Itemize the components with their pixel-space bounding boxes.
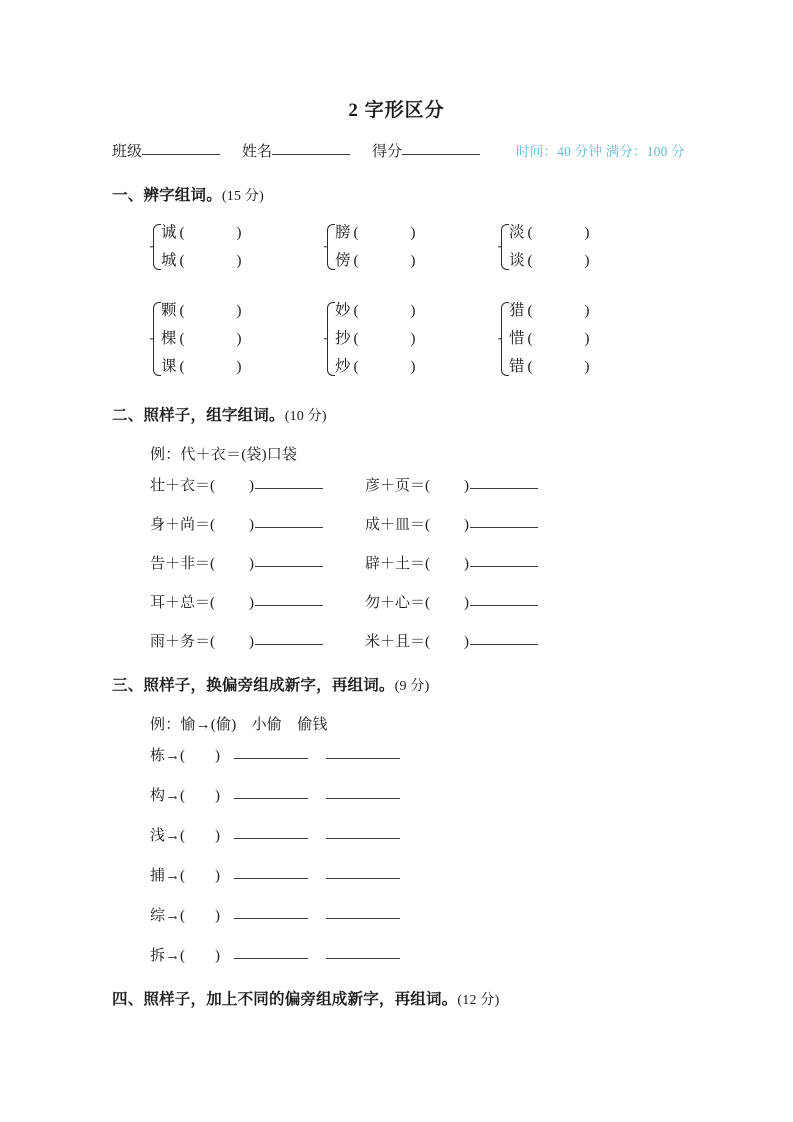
section-3-points: (9 分) bbox=[394, 678, 430, 694]
brace-group-1 bbox=[150, 219, 324, 275]
equation-cell[interactable] bbox=[150, 591, 365, 612]
paren-open: ( bbox=[179, 330, 185, 347]
brace-item[interactable] bbox=[159, 325, 324, 353]
paren-open: ( bbox=[353, 330, 359, 347]
paren-open: ( bbox=[180, 827, 186, 844]
equation-row bbox=[150, 474, 733, 495]
paren-close: ) bbox=[215, 947, 221, 964]
arrow-icon: → bbox=[165, 747, 181, 764]
paren-open: ( bbox=[527, 224, 533, 241]
equation-text: 彦＋页＝( bbox=[365, 477, 430, 494]
char: 错 bbox=[509, 357, 525, 375]
brace-item[interactable] bbox=[159, 353, 324, 381]
equation-text: 耳＋总＝( bbox=[150, 594, 215, 611]
brace-block-two-row bbox=[60, 219, 733, 275]
section-heading-2 bbox=[60, 403, 733, 425]
brace-item[interactable] bbox=[159, 297, 324, 325]
paren-close: ) bbox=[464, 477, 469, 494]
paren-close: ) bbox=[249, 477, 254, 494]
word-blank[interactable] bbox=[255, 605, 323, 606]
word-blank[interactable] bbox=[470, 644, 538, 645]
brace-group-5 bbox=[324, 297, 498, 381]
brace-items bbox=[159, 219, 324, 275]
paren-open: ( bbox=[180, 947, 186, 964]
section-2-points: (10 分) bbox=[284, 408, 327, 424]
arrow-icon: → bbox=[165, 947, 181, 964]
curly-brace-icon bbox=[498, 219, 507, 275]
paren-close: ) bbox=[464, 594, 469, 611]
paren-close: ) bbox=[584, 252, 590, 269]
paren-close: ) bbox=[249, 555, 254, 572]
char: 课 bbox=[161, 357, 177, 375]
source-char: 构 bbox=[150, 787, 166, 804]
paren-close: ) bbox=[236, 358, 242, 375]
radical-swap-row[interactable] bbox=[150, 904, 733, 925]
paren-close: ) bbox=[249, 516, 254, 533]
brace-items bbox=[507, 297, 672, 381]
radical-swap-row[interactable] bbox=[150, 944, 733, 965]
paren-open: ( bbox=[353, 224, 359, 241]
equation-list bbox=[60, 474, 733, 651]
equation-cell[interactable] bbox=[365, 474, 580, 495]
brace-group-2 bbox=[324, 219, 498, 275]
char: 炒 bbox=[335, 357, 351, 375]
char: 城 bbox=[161, 251, 177, 269]
equation-cell[interactable] bbox=[365, 591, 580, 612]
word-blank[interactable] bbox=[255, 644, 323, 645]
paren-open: ( bbox=[527, 358, 533, 375]
brace-block-three-row bbox=[60, 297, 733, 381]
brace-row bbox=[150, 219, 733, 275]
radical-swap-list bbox=[60, 744, 733, 965]
section-3-example: 例：愉→(偷) 小偷 偷钱 bbox=[150, 716, 328, 733]
section-2-example: 例：代＋衣＝(袋)口袋 bbox=[150, 446, 298, 463]
section-1-title: 一、辨字组词。 bbox=[112, 186, 222, 204]
curly-brace-icon bbox=[150, 297, 159, 381]
paren-open: ( bbox=[527, 252, 533, 269]
curly-brace-icon bbox=[324, 297, 333, 381]
paren-close: ) bbox=[236, 252, 242, 269]
equation-row bbox=[150, 630, 733, 651]
word-blank-2[interactable] bbox=[326, 878, 400, 879]
paren-close: ) bbox=[584, 224, 590, 241]
arrow-icon: → bbox=[165, 787, 181, 804]
paren-open: ( bbox=[180, 907, 186, 924]
equation-text: 身＋尚＝( bbox=[150, 516, 215, 533]
paren-close: ) bbox=[215, 907, 221, 924]
word-blank-2[interactable] bbox=[326, 958, 400, 959]
char: 傍 bbox=[335, 251, 351, 269]
char: 膀 bbox=[335, 223, 351, 241]
paren-open: ( bbox=[179, 224, 185, 241]
brace-row bbox=[150, 297, 733, 381]
paren-close: ) bbox=[584, 330, 590, 347]
source-char: 拆 bbox=[150, 947, 166, 964]
equation-row bbox=[150, 513, 733, 534]
paren-close: ) bbox=[236, 224, 242, 241]
word-blank-2[interactable] bbox=[326, 918, 400, 919]
paren-open: ( bbox=[180, 747, 186, 764]
word-blank[interactable] bbox=[470, 488, 538, 489]
paren-open: ( bbox=[179, 358, 185, 375]
brace-item[interactable] bbox=[333, 219, 498, 247]
word-blank-1[interactable] bbox=[234, 958, 308, 959]
paren-open: ( bbox=[353, 358, 359, 375]
brace-group-3 bbox=[498, 219, 672, 275]
equation-text: 成＋皿＝( bbox=[365, 516, 430, 533]
source-char: 综 bbox=[150, 907, 166, 924]
equation-row bbox=[150, 591, 733, 612]
brace-item[interactable] bbox=[507, 247, 672, 275]
source-char: 浅 bbox=[150, 827, 166, 844]
word-blank-2[interactable] bbox=[326, 758, 400, 759]
paren-close: ) bbox=[410, 330, 416, 347]
char: 诚 bbox=[161, 223, 177, 241]
section-heading-3 bbox=[60, 673, 733, 695]
curly-brace-icon bbox=[150, 219, 159, 275]
paren-open: ( bbox=[180, 787, 186, 804]
equation-text: 米＋且＝( bbox=[365, 633, 430, 650]
name-blank[interactable] bbox=[272, 154, 350, 155]
paren-open: ( bbox=[180, 867, 186, 884]
page-title: 2 字形区分 bbox=[348, 100, 445, 121]
paren-close: ) bbox=[410, 252, 416, 269]
section-heading-4 bbox=[60, 987, 733, 1009]
word-blank[interactable] bbox=[255, 527, 323, 528]
paren-close: ) bbox=[584, 302, 590, 319]
section-4-points: (12 分) bbox=[457, 992, 500, 1008]
brace-item[interactable] bbox=[507, 353, 672, 381]
brace-item[interactable] bbox=[507, 297, 672, 325]
char: 抄 bbox=[335, 329, 351, 347]
word-blank[interactable] bbox=[470, 605, 538, 606]
radical-swap-row[interactable] bbox=[150, 784, 733, 805]
equation-cell[interactable] bbox=[365, 513, 580, 534]
class-field[interactable] bbox=[112, 140, 220, 161]
score-blank[interactable] bbox=[402, 154, 480, 155]
radical-swap-row[interactable] bbox=[150, 824, 733, 845]
paren-close: ) bbox=[464, 516, 469, 533]
paren-open: ( bbox=[353, 302, 359, 319]
arrow-icon: → bbox=[165, 827, 181, 844]
paren-open: ( bbox=[179, 252, 185, 269]
paren-open: ( bbox=[527, 330, 533, 347]
paren-close: ) bbox=[464, 555, 469, 572]
brace-items bbox=[333, 219, 498, 275]
brace-item[interactable] bbox=[333, 247, 498, 275]
paren-close: ) bbox=[410, 302, 416, 319]
curly-brace-icon bbox=[324, 219, 333, 275]
word-blank[interactable] bbox=[255, 566, 323, 567]
student-info-row bbox=[60, 140, 733, 161]
paren-close: ) bbox=[464, 633, 469, 650]
curly-brace-icon bbox=[498, 297, 507, 381]
paren-open: ( bbox=[353, 252, 359, 269]
equation-cell[interactable] bbox=[150, 552, 365, 573]
paren-close: ) bbox=[410, 224, 416, 241]
equation-cell[interactable] bbox=[365, 552, 580, 573]
paren-close: ) bbox=[236, 330, 242, 347]
brace-item[interactable] bbox=[333, 325, 498, 353]
score-label: 得分 bbox=[372, 143, 403, 160]
section-2-title: 二、照样子，组字组词。 bbox=[112, 406, 285, 424]
arrow-icon: → bbox=[165, 867, 181, 884]
equation-text: 壮＋衣＝( bbox=[150, 477, 215, 494]
char: 谈 bbox=[509, 251, 525, 269]
paren-close: ) bbox=[236, 302, 242, 319]
paren-open: ( bbox=[179, 302, 185, 319]
brace-group-6 bbox=[498, 297, 672, 381]
equation-cell[interactable] bbox=[150, 474, 365, 495]
brace-item[interactable] bbox=[333, 353, 498, 381]
equation-cell[interactable] bbox=[365, 630, 580, 651]
char: 棵 bbox=[161, 329, 177, 347]
brace-items bbox=[333, 297, 498, 381]
time-and-total-score: 时间：40 分钟 满分：100 分 bbox=[516, 143, 685, 159]
equation-cell[interactable] bbox=[150, 513, 365, 534]
paren-close: ) bbox=[249, 594, 254, 611]
radical-swap-row[interactable] bbox=[150, 864, 733, 885]
equation-row bbox=[150, 552, 733, 573]
brace-item[interactable] bbox=[159, 247, 324, 275]
word-blank[interactable] bbox=[255, 488, 323, 489]
section-4-title: 四、照样子，加上不同的偏旁组成新字，再组词。 bbox=[112, 990, 458, 1008]
paren-close: ) bbox=[215, 787, 221, 804]
paren-close: ) bbox=[410, 358, 416, 375]
equation-text: 雨＋务＝( bbox=[150, 633, 215, 650]
word-blank-1[interactable] bbox=[234, 878, 308, 879]
word-blank[interactable] bbox=[470, 566, 538, 567]
section-1-points: (15 分) bbox=[221, 188, 264, 204]
word-blank-1[interactable] bbox=[234, 918, 308, 919]
equation-cell[interactable] bbox=[150, 630, 365, 651]
arrow-icon: → bbox=[165, 907, 181, 924]
class-label: 班级 bbox=[112, 143, 143, 160]
paren-close: ) bbox=[584, 358, 590, 375]
char: 淡 bbox=[509, 223, 525, 241]
brace-group-4 bbox=[150, 297, 324, 381]
brace-items bbox=[159, 297, 324, 381]
section-heading-1 bbox=[60, 183, 733, 205]
equation-text: 告＋非＝( bbox=[150, 555, 215, 572]
word-blank-1[interactable] bbox=[234, 758, 308, 759]
score-field[interactable] bbox=[372, 140, 480, 161]
word-blank-2[interactable] bbox=[326, 838, 400, 839]
paren-close: ) bbox=[215, 827, 221, 844]
brace-item[interactable] bbox=[159, 219, 324, 247]
name-field[interactable] bbox=[242, 140, 350, 161]
brace-items bbox=[507, 219, 672, 275]
paren-open: ( bbox=[527, 302, 533, 319]
paren-close: ) bbox=[215, 747, 221, 764]
word-blank[interactable] bbox=[470, 527, 538, 528]
section-3-title: 三、照样子，换偏旁组成新字，再组词。 bbox=[112, 676, 395, 694]
word-blank-2[interactable] bbox=[326, 798, 400, 799]
equation-text: 辟＋土＝( bbox=[365, 555, 430, 572]
brace-item[interactable] bbox=[333, 297, 498, 325]
char: 颗 bbox=[161, 301, 177, 319]
word-blank-1[interactable] bbox=[234, 838, 308, 839]
name-label: 姓名 bbox=[242, 143, 273, 160]
source-char: 栋 bbox=[150, 747, 166, 764]
paren-close: ) bbox=[215, 867, 221, 884]
word-blank-1[interactable] bbox=[234, 798, 308, 799]
brace-item[interactable] bbox=[507, 219, 672, 247]
char: 惜 bbox=[509, 329, 525, 347]
brace-item[interactable] bbox=[507, 325, 672, 353]
source-char: 捕 bbox=[150, 867, 166, 884]
char: 妙 bbox=[335, 301, 351, 319]
class-blank[interactable] bbox=[142, 154, 220, 155]
radical-swap-row[interactable] bbox=[150, 744, 733, 765]
paren-close: ) bbox=[249, 633, 254, 650]
char: 猎 bbox=[509, 301, 525, 319]
equation-text: 勿＋心＝( bbox=[365, 594, 430, 611]
